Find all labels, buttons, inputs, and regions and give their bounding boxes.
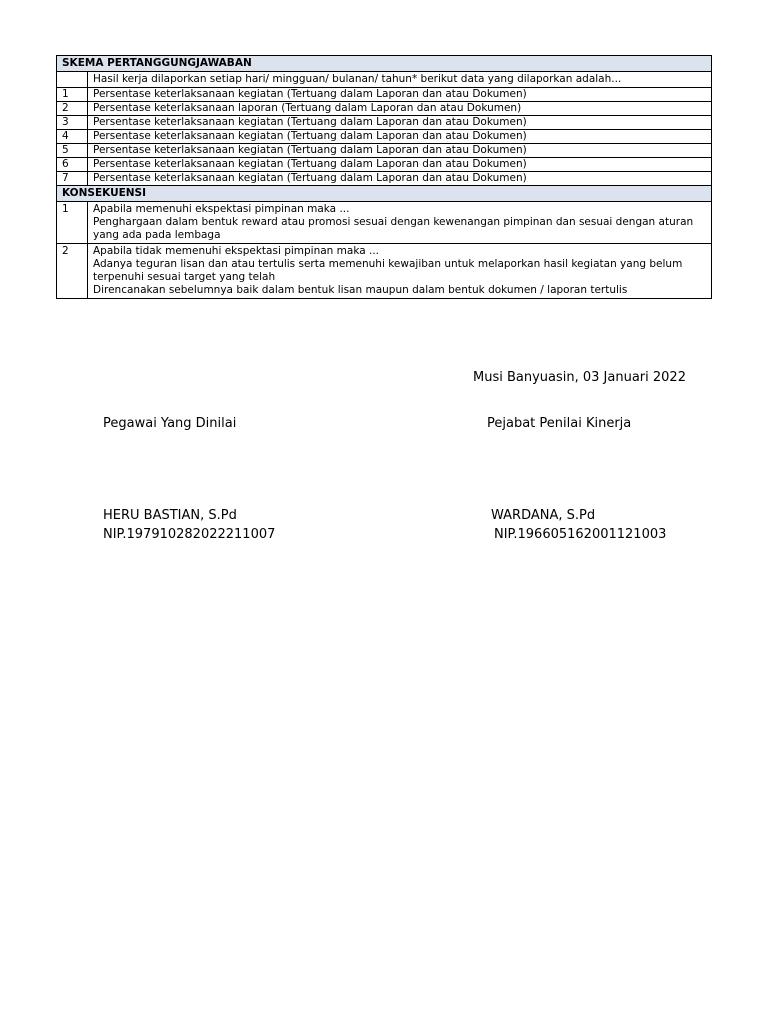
table-row bbox=[57, 102, 712, 116]
row-number: 1 bbox=[57, 88, 88, 102]
konsekuensi-row bbox=[57, 202, 712, 244]
table-row bbox=[57, 158, 712, 172]
skema-header-row bbox=[57, 56, 712, 72]
row-number: 1 bbox=[57, 202, 88, 244]
konsekuensi-line: Direncanakan sebelumnya baik dalam bentuk lisan maupun dalam bentuk dokumen / laporan tertulis bbox=[93, 284, 628, 296]
skema-intro: Hasil kerja dilaporkan setiap hari/ mingguan/ bulanan/ tahun* berikut data yang dilaporkan adalah... bbox=[88, 72, 712, 88]
konsekuensi-line: terpenuhi sesuai target yang telah bbox=[93, 271, 276, 283]
konsekuensi-text bbox=[88, 244, 712, 299]
row-number: 2 bbox=[57, 102, 88, 116]
row-text: Persentase keterlaksanaan kegiatan (Tertuang dalam Laporan dan atau Dokumen) bbox=[88, 88, 712, 102]
row-text: Persentase keterlaksanaan kegiatan (Tertuang dalam Laporan dan atau Dokumen) bbox=[88, 116, 712, 130]
konsekuensi-line: Penghargaan dalam bentuk reward atau promosi sesuai dengan kewenangan pimpinan dan sesuai dengan aturan bbox=[93, 216, 694, 228]
left-signer-name: HERU BASTIAN, S.Pd bbox=[103, 508, 237, 523]
konsekuensi-text bbox=[88, 202, 712, 244]
row-number: 7 bbox=[57, 172, 88, 186]
konsekuensi-line: yang ada pada lembaga bbox=[93, 229, 221, 241]
left-signer-title: Pegawai Yang Dinilai bbox=[103, 416, 237, 431]
konsekuensi-line: Apabila memenuhi ekspektasi pimpinan maka ... bbox=[93, 203, 350, 215]
table-row bbox=[57, 116, 712, 130]
accountability-table bbox=[56, 55, 712, 299]
place-date: Musi Banyuasin, 03 Januari 2022 bbox=[473, 370, 686, 385]
row-number: 4 bbox=[57, 130, 88, 144]
konsekuensi-heading: KONSEKUENSI bbox=[57, 186, 712, 202]
left-signer-nip: NIP.197910282022211007 bbox=[103, 527, 276, 542]
skema-intro-row bbox=[57, 72, 712, 88]
row-text: Persentase keterlaksanaan kegiatan (Tertuang dalam Laporan dan atau Dokumen) bbox=[88, 172, 712, 186]
table-row bbox=[57, 88, 712, 102]
right-signer-name: WARDANA, S.Pd bbox=[491, 508, 596, 523]
row-number: 6 bbox=[57, 158, 88, 172]
konsekuensi-line: Apabila tidak memenuhi ekspektasi pimpinan maka ... bbox=[93, 245, 380, 257]
konsekuensi-header-row bbox=[57, 186, 712, 202]
row-number-cell bbox=[57, 72, 88, 88]
row-text: Persentase keterlaksanaan kegiatan (Tertuang dalam Laporan dan atau Dokumen) bbox=[88, 144, 712, 158]
skema-heading: SKEMA PERTANGGUNGJAWABAN bbox=[57, 56, 712, 72]
row-text: Persentase keterlaksanaan laporan (Tertuang dalam Laporan dan atau Dokumen) bbox=[88, 102, 712, 116]
table-row bbox=[57, 130, 712, 144]
row-text: Persentase keterlaksanaan kegiatan (Tertuang dalam Laporan dan atau Dokumen) bbox=[88, 158, 712, 172]
right-signer-title: Pejabat Penilai Kinerja bbox=[487, 416, 632, 431]
row-number: 5 bbox=[57, 144, 88, 158]
konsekuensi-row bbox=[57, 244, 712, 299]
table-row bbox=[57, 172, 712, 186]
row-text: Persentase keterlaksanaan kegiatan (Tertuang dalam Laporan dan atau Dokumen) bbox=[88, 130, 712, 144]
row-number: 2 bbox=[57, 244, 88, 299]
right-signer-nip: NIP.196605162001121003 bbox=[494, 527, 667, 542]
row-number: 3 bbox=[57, 116, 88, 130]
konsekuensi-line: Adanya teguran lisan dan atau tertulis serta memenuhi kewajiban untuk melaporkan hasil kegiatan yang belum bbox=[93, 258, 683, 270]
table-row bbox=[57, 144, 712, 158]
